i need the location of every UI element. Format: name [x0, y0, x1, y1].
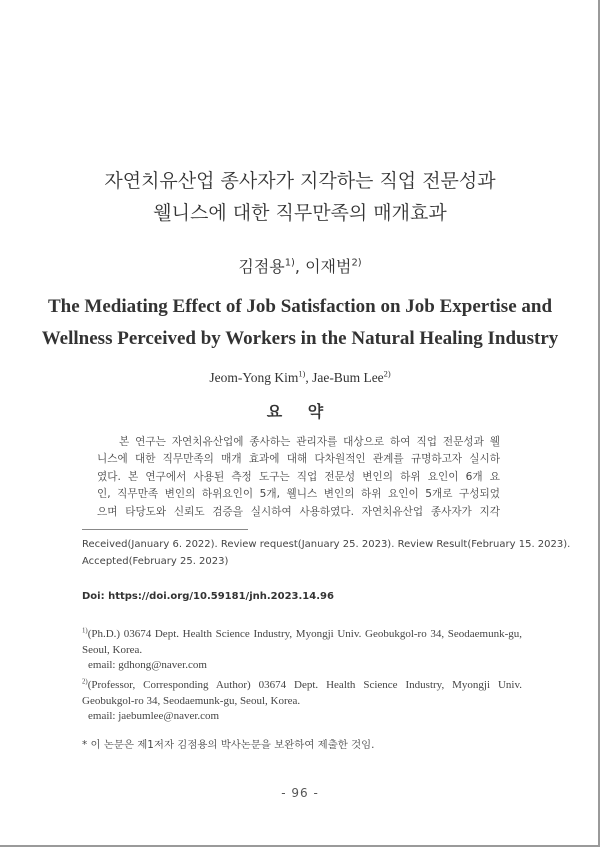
affiliation-1 [82, 627, 522, 674]
affiliation-1-text: (Ph.D.) 03674 Dept. Health Science Industry, Myongji Univ. Geobukgol-ro 34, Seodaemunk-gu, [87, 628, 522, 640]
affiliation-2-line-1 [82, 678, 522, 694]
abstract-line: 본 연구는 자연치유산업에 종사하는 관리자를 대상으로 하여 직업 전문성과 웰 [119, 436, 500, 448]
abstract-line: 였다. 본 연구에서 사용된 측정 도구는 직업 전문성 변인의 하위 요인이 6개 요 [97, 470, 500, 483]
english-author-separator: , [305, 370, 313, 385]
korean-author-1: 김점용 [238, 257, 285, 276]
english-title-line-1: The Mediating Effect of Job Satisfaction on Job Expertise and [47, 296, 553, 317]
received-dates [82, 536, 571, 570]
thesis-footnote: * 이 논문은 제1저자 김점용의 박사논문을 보완하여 제출한 것임. [82, 739, 375, 751]
affiliation-2 [82, 678, 522, 725]
abstract-line: 으며 타당도와 신뢰도 검증을 실시하여 사용하였다. 자연치유산업 종사자가 지각 [97, 505, 500, 518]
english-author-1-mark: 1) [298, 369, 306, 379]
affiliation-1-mark: 1) [82, 627, 88, 635]
affiliation-1-line-1 [82, 627, 522, 643]
korean-title-line-2: 웰니스에 대한 직무만족의 매개효과 [153, 202, 447, 224]
received-line-2: Accepted(February 25. 2023) [82, 556, 229, 567]
korean-author-2-mark: 2) [351, 257, 362, 269]
page-number: - 96 - [281, 786, 319, 800]
affiliation-1-line-2: Seoul, Korea. [82, 643, 143, 656]
korean-title-line-1: 자연치유산업 종사자가 지각하는 직업 전문성과 [104, 170, 496, 192]
affiliation-2-email[interactable]: email: jaebumlee@naver.com [88, 710, 220, 722]
received-line-1: Received(January 6. 2022). Review request(January 25. 2023). Review Result(February 15. 2023). [82, 539, 571, 550]
korean-author-2: 이재범 [305, 257, 352, 276]
english-authors [0, 370, 600, 386]
doi-link[interactable]: Doi: https://doi.org/10.59181/jnh.2023.14.96 [82, 591, 334, 602]
abstract-body [97, 434, 500, 521]
affiliation-2-mark: 2) [82, 678, 88, 686]
english-title-line-2: Wellness Perceived by Workers in the Natural Healing Industry [41, 328, 559, 349]
korean-authors [0, 254, 600, 277]
korean-author-1-mark: 1) [284, 257, 295, 269]
english-author-2-mark: 2) [383, 369, 391, 379]
footnote-divider [82, 529, 248, 530]
english-author-1: Jeom-Yong Kim [209, 370, 299, 385]
affiliation-2-line-2: Geobukgol-ro 34, Seodaemunk-gu, Seoul, Korea. [82, 694, 301, 707]
english-author-2: Jae-Bum Lee [312, 370, 384, 385]
affiliation-1-email[interactable]: email: gdhong@naver.com [88, 659, 207, 671]
abstract-heading: 요 약 [266, 402, 334, 421]
abstract-line: 니스에 대한 직무만족의 매개 효과에 대해 다차원적인 관계를 규명하고자 실시하 [97, 453, 500, 466]
abstract-line: 인, 직무만족 변인의 하위요인이 5개, 웰니스 변인의 하위 요인이 5개로 구성되었 [97, 488, 500, 501]
korean-author-separator: , [294, 257, 306, 276]
affiliation-2-text: (Professor, Corresponding Author) 03674 Dept. Health Science Industry, Myongji Univ. [87, 679, 522, 691]
